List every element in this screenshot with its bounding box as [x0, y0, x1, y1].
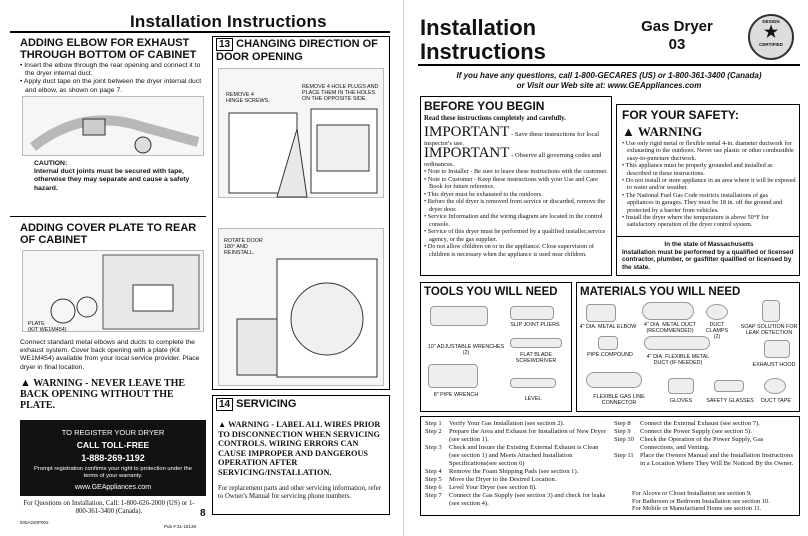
- step-row: Step 6 Level Your Dryer (see section 8).: [425, 484, 537, 491]
- plate-illustration: [22, 250, 204, 332]
- step-row: Step 11 Place the Owners Manual and the Installation Instructions in a Location Where They Will Be Noticed By the Owner.: [614, 452, 794, 467]
- safety-bullet: • Do not install or store appliance in an area where it will be exposed to water and/or weather.: [622, 177, 796, 192]
- safety-bullet: • Use only rigid metal or flexible metal 4-in. diameter ductwork for exhausting to the outdoors. Never use plastic or other combustible easy-to-puncture ductwork.: [622, 140, 794, 162]
- page-number: 8: [200, 508, 206, 519]
- elbow-section-title: ADDING ELBOW FOR EXHAUST THROUGH BOTTOM OF CABINET: [20, 37, 197, 61]
- section-14-number: 14: [216, 398, 233, 411]
- before-bullet: • Note to Installer - Be sure to leave these instructions with the customer.: [424, 168, 608, 175]
- plate-label: PLATE (KIT WE1M454): [28, 321, 67, 333]
- soap-bottle-icon: [762, 300, 780, 322]
- wrench-icon: [430, 306, 488, 326]
- register-note: Prompt registration confirms your right to protection under the terms of your warranty.: [34, 466, 192, 479]
- elbow-illustration: [22, 96, 204, 156]
- step-row: Step 3 Check and Insure the Existing External Exhaust is Clean (see section 1) and Meets Attached Installation Specifications(see section 6): [425, 444, 599, 467]
- footer-questions: For Questions on Installation, Call: 1-800-626-2000 (US) or 1-800-361-3400 (Canada).: [23, 500, 195, 516]
- register-line1: TO REGISTER YOUR DRYER: [61, 428, 165, 437]
- safety-glasses-icon: [714, 380, 744, 392]
- plate-warning: ▲ WARNING - NEVER LEAVE THE BACK OPENING WITHOUT THE PLATE.: [20, 377, 186, 411]
- tool-label: 10" ADJUSTABLE WRENCHES (2): [427, 344, 505, 356]
- plate-section-title: ADDING COVER PLATE TO REAR OF CABINET: [20, 222, 197, 246]
- mass-divider: [616, 236, 800, 237]
- material-label: 4" DIA. FLEXIBLE METAL DUCT (IF NEEDED): [646, 354, 710, 366]
- star-icon: ★: [763, 24, 779, 41]
- section-13-number: 13: [216, 38, 233, 51]
- tool-label: LEVEL: [524, 396, 542, 402]
- safety-bullets: [622, 140, 796, 229]
- section-13-title: 13 CHANGING DIRECTION OF DOOR OPENING: [216, 38, 378, 63]
- section-14-title: 14 SERVICING: [216, 398, 386, 411]
- exhaust-hood-icon: [764, 340, 790, 358]
- level-icon: [510, 378, 556, 388]
- material-label: 4" DIA. METAL DUCT (RECOMMENDED): [643, 322, 697, 334]
- right-page-title: Installation Instructions: [420, 15, 546, 64]
- plate-text: Connect standard metal elbows and ducts to complete the exhaust system. Cover back opening with a plate (Kit WE1M454) available from your local service provider. Place dryer in final location.: [20, 339, 200, 371]
- material-label: DUCT TAPE: [761, 398, 791, 404]
- material-label: FLEXIBLE GAS LINE CONNECTOR: [593, 394, 645, 406]
- material-label: EXHAUST HOOD: [752, 362, 796, 368]
- callout-hinge-screws: REMOVE 4 HINGE SCREWS.: [226, 92, 270, 104]
- before-bullet: • Service Information and the wiring diagram are located in the control console.: [424, 213, 603, 228]
- flexible-duct-icon: [644, 336, 710, 350]
- step-row: Step 1 Verify Your Gas Installation (see section 2).: [425, 420, 565, 427]
- product-name: Gas Dryer 03: [641, 18, 713, 53]
- screwdriver-icon: [510, 338, 562, 348]
- gloves-icon: [668, 378, 694, 394]
- warning-triangle-icon: ▲: [20, 377, 31, 389]
- tool-label: SLIP JOINT PLIERS: [510, 322, 560, 328]
- step-row: Step 8 Connect the External Exhaust (see section 7).: [614, 420, 760, 427]
- doc-code-right: Pub # 31-16139: [164, 524, 197, 529]
- left-title-rule: [10, 31, 390, 33]
- register-phone: 1-888-269-1192: [81, 453, 145, 463]
- questions-banner: If you have any questions, call 1-800-GECARES (US) or 1-800-361-3400 (Canada) or Visit our Web site at: www.GEAppliances.com: [456, 71, 762, 90]
- before-bullet: • This dryer must be exhausted to the outdoors.: [424, 190, 543, 198]
- pipe-compound-icon: [598, 336, 618, 350]
- alternate-installations: For Alcove or Closet Installation see section 9. For Bathroom or Bedroom Installation see section 10. For Mobile or Manufactured Home see section 11.: [632, 490, 770, 513]
- safety-bullet: • Install the dryer where the temperature is above 50°F for satisfactory operation of the dryer control system.: [622, 214, 769, 229]
- before-bullet: • Do not allow children on or in the appliance. Close supervision of children is necessary when the appliance is used near children.: [424, 243, 594, 258]
- materials-title: MATERIALS YOU WILL NEED: [580, 286, 741, 298]
- step-row: Step 2 Prepare the Area and Exhaust for Installation of New Dryer (see section 1).: [425, 428, 606, 443]
- before-bullets: [424, 168, 610, 258]
- elbow-icon: [586, 304, 616, 322]
- tool-label: FLAT BLADE SCREWDRIVER: [515, 352, 557, 364]
- page-gutter: [403, 0, 404, 536]
- register-box: [20, 420, 206, 496]
- material-label: SOAP SOLUTION FOR LEAK DETECTION: [740, 324, 798, 336]
- elbow-bullet: • Insert the elbow through the rear opening and connect it to the dryer internal duct.: [20, 62, 201, 78]
- pipe-wrench-icon: [428, 364, 478, 388]
- elbow-bullets: [20, 62, 206, 95]
- elbow-bullet: • Apply duct tape on the joint between the dryer internal duct and elbow, as shown on page 7.: [20, 78, 202, 94]
- tool-label: 8" PIPE WRENCH: [433, 392, 479, 398]
- step-row: Step 4 Remove the Foam Shipping Pads (see section 1).: [425, 468, 579, 475]
- gas-connector-icon: [586, 372, 642, 388]
- step-row: Step 10 Check the Operation of the Power Supply, Gas Connections, and Venting.: [614, 436, 764, 451]
- doc-code-left: 505A220P003: [20, 520, 49, 525]
- before-bullet: • Note to Customer - Keep these instructions with your Use and Care Book for future reference.: [424, 175, 598, 190]
- before-bullet: • Service of this dryer must be performed by a qualified installer,service agency, or the gas supplier.: [424, 228, 606, 243]
- massachusetts-note: In the state of Massachusetts Installation must be performed by a qualified or licensed contractor, plumber, or gasfitter qualified or licensed by the state.: [622, 241, 794, 271]
- caution-note: CAUTION: Internal duct joints must be secured with tape, otherwise they may separate and cause a safety hazard.: [34, 160, 190, 192]
- before-subtitle: Read these instructions completely and carefully.: [424, 115, 566, 122]
- before-title: BEFORE YOU BEGIN: [424, 99, 545, 113]
- register-line2: CALL TOLL-FREE: [76, 440, 150, 450]
- safety-warning: ▲ WARNING: [622, 124, 703, 139]
- material-label: DUCT CLAMPS (2): [705, 322, 729, 340]
- callout-rotate-door: ROTATE DOOR 180° AND REINSTALL.: [224, 238, 263, 256]
- callout-hole-plugs: REMOVE 4 HOLE PLUGS AND PLACE THEM IN THE HOLES ON THE OPPOSITE SIDE.: [302, 84, 379, 102]
- material-label: PIPE COMPOUND: [587, 352, 633, 358]
- steps-left: [425, 420, 611, 508]
- material-label: GLOVES: [669, 398, 693, 404]
- step-row: Step 5 Move the Dryer to the Desired Location.: [425, 476, 557, 483]
- servicing-warning: ▲ WARNING - LABEL ALL WIRES PRIOR TO DISCONNECTION WHEN SERVICING CONTROLS. WIRING ERRORS CAN CAUSE IMPROPER AND DANGEROUS OPERATION AFTER SERVICING/INSTALLATION.: [218, 420, 381, 477]
- servicing-text: For replacement parts and other servicing information, refer to Owner's Manual for servicing phone numbers.: [218, 485, 382, 501]
- before-bullet: • Before the old dryer is removed from service or discarded, remove the dryer door.: [424, 198, 606, 213]
- right-title-rule: [418, 64, 800, 66]
- warning-triangle-icon: ▲: [622, 124, 635, 139]
- important-2: IMPORTANT - Observe all governing codes and ordinances.: [424, 145, 602, 168]
- step-row: Step 7 Connect the Gas Supply (see section 3) and check for leaks (see section 4).: [425, 492, 606, 507]
- important-1: IMPORTANT - Save these instructions for local inspector's use.: [424, 124, 600, 147]
- tools-title: TOOLS YOU WILL NEED: [424, 286, 558, 298]
- material-label: 4" DIA. METAL ELBOW: [579, 324, 637, 330]
- duct-tape-icon: [764, 378, 786, 394]
- safety-bullet: • This appliance must be properly grounded and installed as described in these instructions.: [622, 162, 773, 177]
- left-page-title: Installation Instructions: [130, 12, 327, 31]
- design-certified-badge: DESIGN ★ CERTIFIED: [748, 14, 794, 60]
- duct-clamp-icon: [706, 304, 728, 320]
- step-row: Step 9 Connect the Power Supply (see section 5).: [614, 428, 752, 435]
- safety-bullet: • The National Fuel Gas Code restricts installations of gas appliances in garages. They must be 18 in. off the ground and protected by a barrier from vehicles.: [622, 191, 783, 214]
- left-divider: [10, 216, 206, 217]
- pliers-icon: [510, 306, 554, 320]
- safety-title: FOR YOUR SAFETY:: [622, 108, 739, 122]
- metal-duct-icon: [642, 302, 694, 320]
- warning-triangle-icon: ▲: [218, 420, 227, 429]
- steps-right: [614, 420, 796, 468]
- elbow-duct-drawing: [23, 97, 205, 157]
- material-label: SAFETY GLASSES: [706, 398, 754, 404]
- register-web[interactable]: www.GEAppliances.com: [74, 484, 152, 491]
